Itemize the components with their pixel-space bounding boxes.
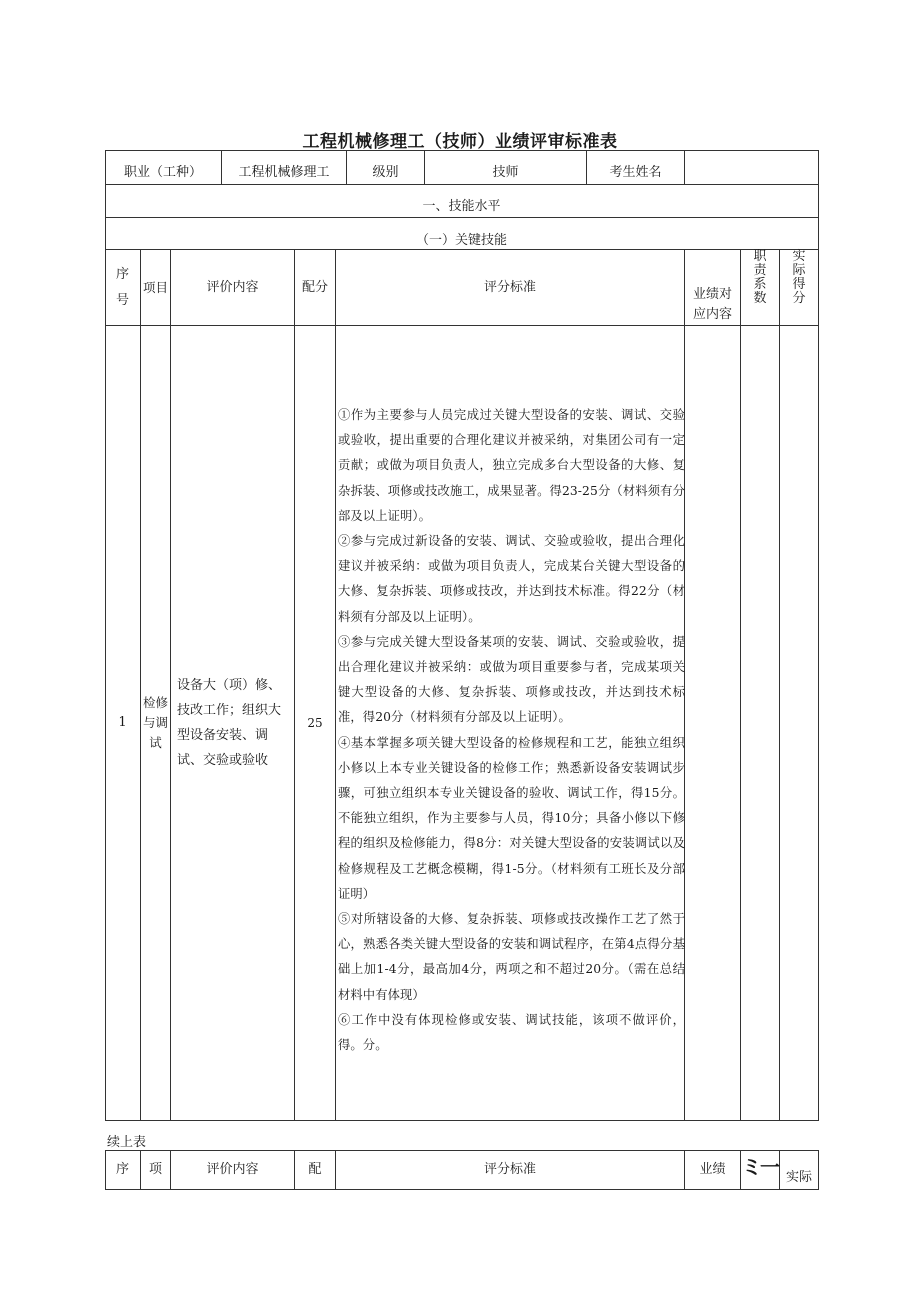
criteria-item: ③参与完成关键大型设备某项的安装、调试、交验或验收，提出合理化建议并被采纳：或做为项目重要参与者，完成某项关键大型设备的大修、复杂拆装、项修或技改，并达到技术标准，得20分（材料须有分部及以上证明）。 <box>338 634 685 725</box>
row-item: 检修与调试 <box>141 326 171 1121</box>
column-coefficient: 职责系数 <box>741 250 780 326</box>
subsection-heading: （一）关键技能 <box>105 218 819 250</box>
criteria-item: ⑥工作中没有体现检修或安装、调试技能，该项不做评价，得。分。 <box>338 1012 685 1053</box>
column-score: 实际得分 <box>780 250 819 326</box>
criteria-item: ②参与完成过新设备的安装、调试、交验或验收，提出合理化建议并被采纳：或做为项目负责人，完成某台关键大型设备的大修、复杂拆装、项修或技改，并达到技术标准。得22分（材料须有分部及以上证明）。 <box>338 534 685 624</box>
cont-column-score: 实际 <box>780 1150 819 1190</box>
level-value: 技师 <box>425 150 587 185</box>
column-content: 评价内容 <box>171 250 295 326</box>
criteria-text <box>338 403 685 1058</box>
cont-column-no: 序 <box>105 1150 141 1190</box>
column-criteria: 评分标准 <box>336 250 685 326</box>
cont-column-content: 评价内容 <box>171 1150 295 1190</box>
row-content: 设备大（项）修、技改工作；组织大型设备安装、调试、交验或验收 <box>171 326 295 1121</box>
criteria-item: ⑤对所辖设备的大修、复杂拆装、项修或技改操作工艺了然于心，熟悉各类关键大型设备的安装和调试程序，在第4点得分基础上加1-4分，最高加4分，两项之和不超过20分。（需在总结材料中有体现） <box>338 912 685 1002</box>
section-heading: 一、技能水平 <box>105 185 819 218</box>
column-item: 项目 <box>141 250 171 326</box>
row-score <box>780 326 819 1121</box>
continued-label: 续上表 <box>107 1135 147 1150</box>
criteria-item: ①作为主要参与人员完成过关键大型设备的安装、调试、交验或验收，提出重要的合理化建议并被采纳，对集团公司有一定贡献；或做为项目负责人，独立完成多台大型设备的大修、复杂拆装、项修或技改施工，成果显著。得23-25分（材料须有分部及以上证明）。 <box>338 408 685 523</box>
examinee-value <box>685 150 819 185</box>
row-points: 25 <box>295 326 336 1121</box>
row-no: 1 <box>105 326 141 1121</box>
criteria-item: ④基本掌握多项关键大型设备的检修规程和工艺，能独立组织小修以上本专业关键设备的检修工作；熟悉新设备安装调试步骤，可独立组织本专业关键设备的验收、调试工作，得15分。不能独立组织，作为主要参与人员，得10分；具备小修以下修程的组织及检修能力，得8分：对关键大型设备的安装调试以及检修规程及工艺概念模糊，得1-5分。（材料须有工班长及分部证明） <box>338 735 685 901</box>
page-title: 工程机械修理工（技师）业绩评审标准表 <box>302 132 618 152</box>
examinee-label: 考生姓名 <box>587 150 685 185</box>
row-coefficient <box>741 326 780 1121</box>
cont-column-points: 配 <box>295 1150 336 1190</box>
cont-coefficient-fragment: ミ一 <box>742 1155 778 1179</box>
cont-column-achievement: 业绩 <box>685 1150 741 1190</box>
column-points: 配分 <box>295 250 336 326</box>
occupation-label: 职业（工种） <box>105 150 222 185</box>
cont-column-criteria: 评分标准 <box>336 1150 685 1190</box>
cont-column-item: 项 <box>141 1150 171 1190</box>
column-no: 序号 <box>105 250 141 326</box>
row-achievement <box>685 326 741 1121</box>
occupation-value: 工程机械修理工 <box>222 150 347 185</box>
level-label: 级别 <box>347 150 425 185</box>
column-achievement: 业绩对应内容 <box>685 250 741 326</box>
